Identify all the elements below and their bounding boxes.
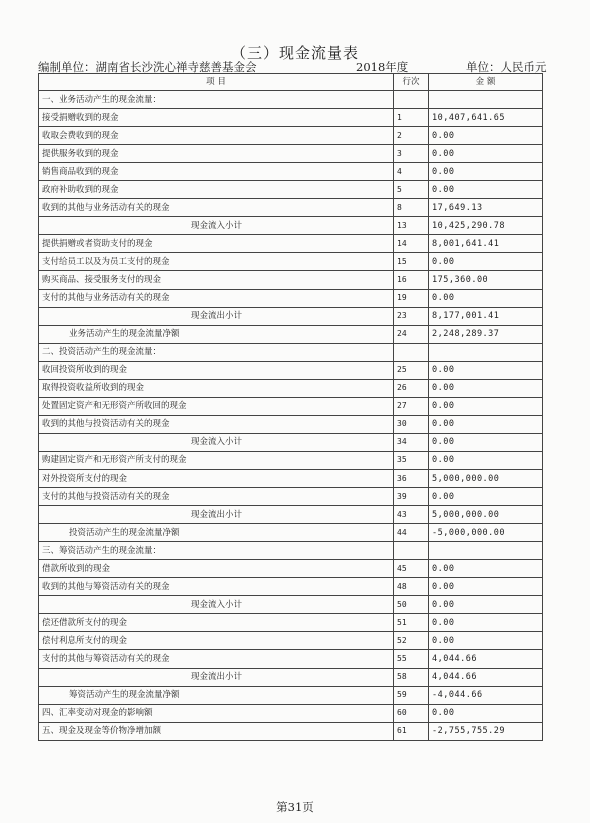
row-item-label: 收到的其他与投资活动有关的现金 <box>39 415 394 433</box>
row-item-label: 支付的其他与筹资活动有关的现金 <box>39 650 394 668</box>
row-amount: 2,248,289.37 <box>429 325 543 343</box>
row-item-label: 购买商品、接受服务支付的现金 <box>39 271 394 289</box>
table-row <box>39 235 543 253</box>
header-line-no: 行次 <box>394 74 429 91</box>
row-line-no: 15 <box>394 253 429 271</box>
row-item-label: 偿还借款所支付的现金 <box>39 614 394 632</box>
row-item-label: 三、筹资活动产生的现金流量： <box>39 542 394 560</box>
table-row <box>39 650 543 668</box>
row-line-no: 13 <box>394 217 429 235</box>
row-amount: 4,044.66 <box>429 650 543 668</box>
row-amount: 0.00 <box>429 451 543 469</box>
row-line-no: 59 <box>394 686 429 704</box>
row-line-no: 50 <box>394 596 429 614</box>
row-amount: 0.00 <box>429 704 543 722</box>
row-item-label: 处置固定资产和无形资产所收回的现金 <box>39 397 394 415</box>
table-row <box>39 524 543 542</box>
row-amount: -5,000,000.00 <box>429 524 543 542</box>
table-row <box>39 686 543 704</box>
table-row <box>39 614 543 632</box>
row-amount: 0.00 <box>429 289 543 307</box>
row-amount: 0.00 <box>429 614 543 632</box>
row-line-no: 14 <box>394 235 429 253</box>
table-row <box>39 307 543 325</box>
row-line-no: 36 <box>394 469 429 487</box>
row-line-no: 43 <box>394 506 429 524</box>
row-item-label: 提供捐赠或者资助支付的现金 <box>39 235 394 253</box>
table-row <box>39 199 543 217</box>
table-row <box>39 343 543 361</box>
row-amount: 0.00 <box>429 578 543 596</box>
table-header-row <box>39 74 543 91</box>
row-amount: 0.00 <box>429 253 543 271</box>
row-line-no: 48 <box>394 578 429 596</box>
table-row <box>39 253 543 271</box>
row-line-no: 8 <box>394 199 429 217</box>
table-row <box>39 325 543 343</box>
table-row <box>39 109 543 127</box>
row-amount: 0.00 <box>429 560 543 578</box>
row-item-label: 四、汇率变动对现金的影响额 <box>39 704 394 722</box>
table-row <box>39 433 543 451</box>
row-line-no: 52 <box>394 632 429 650</box>
row-line-no: 51 <box>394 614 429 632</box>
row-line-no: 4 <box>394 163 429 181</box>
row-line-no: 58 <box>394 668 429 686</box>
row-item-label: 一、业务活动产生的现金流量： <box>39 91 394 109</box>
table-row <box>39 145 543 163</box>
page-title: （三）现金流量表 <box>230 44 359 62</box>
row-item-label: 现金流出小计 <box>39 506 394 524</box>
table-row <box>39 632 543 650</box>
table-row <box>39 506 543 524</box>
row-line-no: 45 <box>394 560 429 578</box>
row-amount: 10,425,290.78 <box>429 217 543 235</box>
row-item-label: 现金流入小计 <box>39 596 394 614</box>
row-item-label: 收取会费收到的现金 <box>39 127 394 145</box>
row-amount: 0.00 <box>429 163 543 181</box>
row-amount: 175,360.00 <box>429 271 543 289</box>
row-item-label: 取得投资收益所收到的现金 <box>39 379 394 397</box>
table-row <box>39 91 543 109</box>
row-line-no: 44 <box>394 524 429 542</box>
row-item-label: 销售商品收到的现金 <box>39 163 394 181</box>
row-line-no: 60 <box>394 704 429 722</box>
row-amount: 0.00 <box>429 145 543 163</box>
row-item-label: 现金流入小计 <box>39 433 394 451</box>
row-line-no <box>394 343 429 361</box>
row-item-label: 现金流出小计 <box>39 307 394 325</box>
row-item-label: 支付给员工以及为员工支付的现金 <box>39 253 394 271</box>
row-line-no: 25 <box>394 361 429 379</box>
row-item-label: 对外投资所支付的现金 <box>39 469 394 487</box>
table-row <box>39 379 543 397</box>
row-item-label: 五、现金及现金等价物净增加额 <box>39 722 394 740</box>
row-item-label: 购建固定资产和无形资产所支付的现金 <box>39 451 394 469</box>
row-line-no: 35 <box>394 451 429 469</box>
row-item-label: 筹资活动产生的现金流量净额 <box>39 686 394 704</box>
row-line-no: 27 <box>394 397 429 415</box>
table-row <box>39 217 543 235</box>
table-row <box>39 181 543 199</box>
row-amount: 4,044.66 <box>429 668 543 686</box>
row-item-label: 收回投资所收到的现金 <box>39 361 394 379</box>
row-item-label: 偿付利息所支付的现金 <box>39 632 394 650</box>
compiling-unit: 编制单位：湖南省长沙洗心禅寺慈善基金会 <box>38 60 257 74</box>
table-row <box>39 361 543 379</box>
row-line-no: 2 <box>394 127 429 145</box>
row-line-no: 39 <box>394 488 429 506</box>
row-amount: 8,001,641.41 <box>429 235 543 253</box>
row-amount <box>429 343 543 361</box>
row-amount: 0.00 <box>429 181 543 199</box>
table-row <box>39 469 543 487</box>
row-amount: 0.00 <box>429 433 543 451</box>
row-amount: 10,407,641.65 <box>429 109 543 127</box>
row-amount: -2,755,755.29 <box>429 722 543 740</box>
row-line-no: 16 <box>394 271 429 289</box>
table-row <box>39 397 543 415</box>
row-amount: 0.00 <box>429 415 543 433</box>
row-item-label: 现金流入小计 <box>39 217 394 235</box>
table-row <box>39 578 543 596</box>
row-amount: 0.00 <box>429 488 543 506</box>
table-body <box>39 91 543 741</box>
row-amount <box>429 91 543 109</box>
table-row <box>39 668 543 686</box>
table-row <box>39 560 543 578</box>
row-item-label: 支付的其他与业务活动有关的现金 <box>39 289 394 307</box>
table-row <box>39 415 543 433</box>
row-item-label: 现金流出小计 <box>39 668 394 686</box>
row-amount: 17,649.13 <box>429 199 543 217</box>
row-amount: 0.00 <box>429 127 543 145</box>
header-amount: 金 额 <box>429 74 543 91</box>
row-amount <box>429 542 543 560</box>
row-line-no: 5 <box>394 181 429 199</box>
row-item-label: 收到的其他与业务活动有关的现金 <box>39 199 394 217</box>
table-row <box>39 542 543 560</box>
row-line-no: 34 <box>394 433 429 451</box>
row-line-no: 3 <box>394 145 429 163</box>
page-number: 第31页 <box>276 800 314 814</box>
row-line-no <box>394 91 429 109</box>
table-row <box>39 451 543 469</box>
table-row <box>39 271 543 289</box>
row-line-no: 1 <box>394 109 429 127</box>
table-row <box>39 289 543 307</box>
row-item-label: 业务活动产生的现金流量净额 <box>39 325 394 343</box>
row-amount: 5,000,000.00 <box>429 469 543 487</box>
row-item-label: 提供服务收到的现金 <box>39 145 394 163</box>
table-row <box>39 127 543 145</box>
row-item-label: 政府补助收到的现金 <box>39 181 394 199</box>
row-amount: 0.00 <box>429 397 543 415</box>
header-item: 项 目 <box>39 74 394 91</box>
row-line-no: 26 <box>394 379 429 397</box>
cash-flow-table <box>38 73 543 741</box>
row-item-label: 接受捐赠收到的现金 <box>39 109 394 127</box>
row-amount: -4,044.66 <box>429 686 543 704</box>
row-item-label: 支付的其他与投资活动有关的现金 <box>39 488 394 506</box>
row-amount: 5,000,000.00 <box>429 506 543 524</box>
table-row <box>39 163 543 181</box>
row-line-no: 30 <box>394 415 429 433</box>
row-line-no: 24 <box>394 325 429 343</box>
row-line-no: 19 <box>394 289 429 307</box>
row-amount: 0.00 <box>429 379 543 397</box>
row-item-label: 收到的其他与筹资活动有关的现金 <box>39 578 394 596</box>
row-amount: 0.00 <box>429 632 543 650</box>
row-item-label: 投资活动产生的现金流量净额 <box>39 524 394 542</box>
table-row <box>39 722 543 740</box>
row-amount: 0.00 <box>429 361 543 379</box>
currency-unit: 单位：人民币元 <box>466 60 547 74</box>
table-row <box>39 488 543 506</box>
row-line-no: 61 <box>394 722 429 740</box>
fiscal-year: 2018年度 <box>356 60 409 74</box>
row-line-no: 23 <box>394 307 429 325</box>
row-line-no: 55 <box>394 650 429 668</box>
row-amount: 0.00 <box>429 596 543 614</box>
row-item-label: 二、投资活动产生的现金流量： <box>39 343 394 361</box>
row-line-no <box>394 542 429 560</box>
table-row <box>39 704 543 722</box>
row-item-label: 借款所收到的现金 <box>39 560 394 578</box>
table-row <box>39 596 543 614</box>
row-amount: 8,177,001.41 <box>429 307 543 325</box>
